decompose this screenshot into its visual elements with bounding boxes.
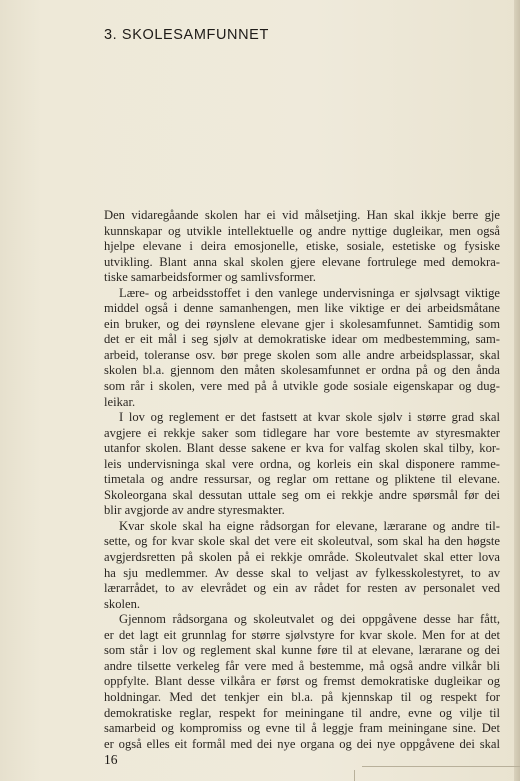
text-line: Lære- og arbeidsstoffet i den vanlege undervisninga er sjølvsagt viktige	[119, 285, 500, 300]
paragraph	[104, 519, 500, 612]
page-edge	[514, 0, 520, 781]
text-line: kunnskapar og utvikle intellektuelle og andre nyttige dugleikar, men også	[104, 223, 500, 238]
text-line: leikar.	[104, 394, 136, 409]
text-line: tiske samarbeidsformer og samlivsformer.	[104, 270, 316, 285]
paragraph	[104, 286, 500, 410]
text-line: Kvar skole skal ha eigne rådsorgan for elevane, lærarane og andre til-	[119, 518, 500, 533]
text-line: oppfylte. Blant desse vilkåra er først og fremst demokratiske dugleikar og	[104, 674, 500, 689]
text-line: arbeid, toleranse osv. bør prege skolen som alle andre arbeidsplassar, skal	[104, 347, 500, 362]
paragraph	[104, 410, 500, 519]
page-number: 16	[104, 752, 118, 767]
text-line: demokratiske reglar, respekt for meiningane til andre, evne og vilje til	[104, 705, 500, 720]
paragraph	[104, 208, 500, 286]
text-line: det er eit mål i seg sjølv at demokratiske idear om medbestemming, sam-	[104, 332, 500, 347]
text-line: utvikling. Blant anna skal skolen gjere elevane fortrulege med demokra-	[104, 254, 500, 269]
text-line: middel også i denne samanhengen, men like viktige er dei arbeidsmåtane	[104, 301, 500, 316]
footer-divider	[362, 766, 520, 767]
paragraph	[104, 612, 500, 752]
text-line: I lov og reglement er det fastsett at kvar skole sjølv i større grad skal	[119, 410, 500, 425]
text-line: utanfor skolen. Blant desse sakene er kva for valfag skolen skal tilby, kor-	[104, 441, 500, 456]
footer-divider-tick	[354, 770, 355, 781]
text-line: som står i lov og reglement skal kunne føre til at elevane, lærarane og dei	[104, 643, 500, 658]
text-line: skolen.	[104, 596, 141, 611]
text-line: Skoleorgana skal dessutan uttale seg om ei rekkje andre spørsmål før dei	[104, 487, 500, 502]
text-line: samarbeid og kompromiss og evne til å leggje fram meiningane sine. Det	[104, 721, 500, 736]
text-line: ha sju medlemmer. Av desse skal to veljast av fylkesskolestyret, to av	[104, 565, 500, 580]
text-line: Gjennom rådsorgana og skoleutvalet og dei oppgåvene desse har fått,	[119, 612, 500, 627]
text-line: leis undervisninga skal vere ordna, og korleis ein skal disponere ramme-	[104, 456, 500, 471]
text-line: avgjere ei rekkje saker som tidlegare har vore bestemte av styresmakter	[104, 425, 500, 440]
body-text	[104, 208, 500, 752]
text-line: skolen bl.a. gjennom den måten skolesamfunnet er ordna på og den ånda	[104, 363, 500, 378]
chapter-title: 3. SKOLESAMFUNNET	[104, 27, 269, 43]
text-line: som rår i skolen, vere med på å utvikle gode sosiale eigenskapar og dug-	[104, 379, 500, 394]
text-line: ein bruker, og dei røynslene elevane gjer i skolesamfunnet. Samtidig som	[104, 316, 500, 331]
text-line: timetala og andre ressursar, og reglar om rettane og pliktene til elevane.	[104, 472, 500, 487]
text-line: holdningar. Med det tenkjer ein bl.a. på kjennskap til og respekt for	[104, 689, 500, 704]
text-line: er også elles eit formål med dei nye organa og dei nye oppgåvene dei skal	[104, 736, 500, 751]
text-line: sette, og for kvar skole skal det vere eit skoleutval, som skal ha den høgste	[104, 534, 500, 549]
text-line: blir avgjorde av andre styresmakter.	[104, 503, 285, 518]
text-line: avgjerdsretten på skolen på ei rekkje område. Skoleutvalet skal etter lova	[104, 550, 500, 565]
text-line: lærarrådet, to av elevrådet og ein av rådet for resten av personalet ved	[104, 581, 500, 596]
text-line: hjelpe elevane i deira emosjonelle, etiske, sosiale, estetiske og fysiske	[104, 239, 500, 254]
text-line: Den vidaregåande skolen har ei vid målsetjing. Han skal ikkje berre gje	[104, 208, 500, 222]
text-line: andre tilsette verkeleg får vere med å bestemme, må også andre vilkår bli	[104, 658, 500, 673]
text-line: er det lagt eit grunnlag for større sjølvstyre for kvar skole. Men for at det	[104, 627, 500, 642]
